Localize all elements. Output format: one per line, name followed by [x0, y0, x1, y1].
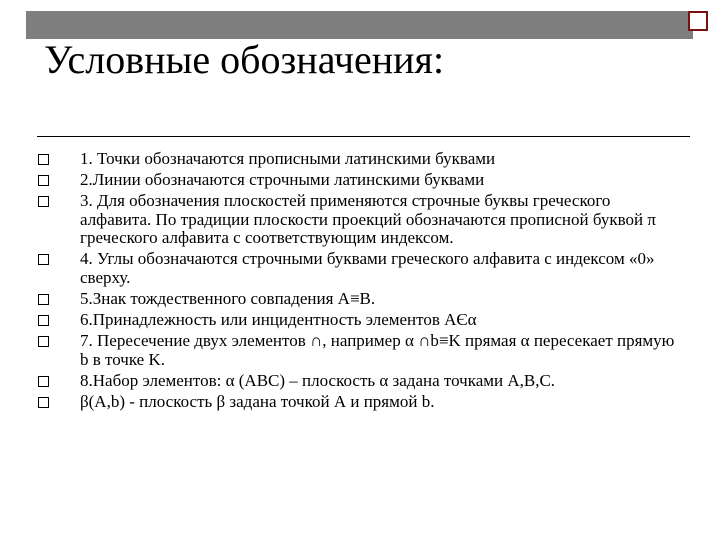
square-bullet-icon	[38, 336, 49, 347]
list-item-text: 7. Пересечение двух элементов ∩, например α ∩b≡K прямая α пересекает прямую b в точке K.	[80, 331, 675, 369]
list-item	[38, 311, 678, 330]
square-bullet-icon	[38, 175, 49, 186]
bullet-list	[38, 150, 678, 414]
square-bullet-icon	[38, 376, 49, 387]
list-item	[38, 150, 678, 169]
list-item-text: 8.Набор элементов: α (ABC) – плоскость α задана точками A,B,C.	[80, 370, 556, 390]
square-bullet-icon	[38, 294, 49, 305]
square-bullet-icon	[38, 254, 49, 265]
square-bullet-icon	[38, 154, 49, 165]
list-item	[38, 372, 678, 391]
list-item	[38, 192, 678, 248]
list-item	[38, 290, 678, 309]
title-divider	[37, 136, 690, 137]
list-item-text: 3. Для обозначения плоскостей применяются строчные буквы греческого алфавита. По традиции плоскости проекций обозначаются прописной буквой π греческого алфавита с соответствующим индексом.	[80, 191, 656, 248]
list-item-text: 6.Принадлежность или инцидентность элементов АЄα	[80, 309, 477, 329]
slide-title: Условные обозначения:	[44, 37, 445, 82]
list-item	[38, 171, 678, 190]
top-bar	[26, 11, 693, 39]
list-item-text: 1. Точки обозначаются прописными латинскими буквами	[80, 149, 496, 168]
square-bullet-icon	[38, 196, 49, 207]
list-item-text: 2.Линии обозначаются строчными латинскими буквами	[80, 170, 485, 190]
list-item-text: 5.Знак тождественного совпадения А≡В.	[80, 288, 376, 308]
list-item	[38, 332, 678, 369]
list-item	[38, 393, 678, 412]
square-bullet-icon	[38, 397, 49, 408]
list-item-text: 4. Углы обозначаются строчными буквами греческого алфавита с индексом «0» сверху.	[80, 249, 655, 287]
square-bullet-icon	[38, 315, 49, 326]
list-item	[38, 250, 678, 287]
list-item-text: β(A,b) - плоскость β задана точкой А и прямой b.	[80, 391, 435, 411]
corner-square-icon	[688, 11, 708, 31]
